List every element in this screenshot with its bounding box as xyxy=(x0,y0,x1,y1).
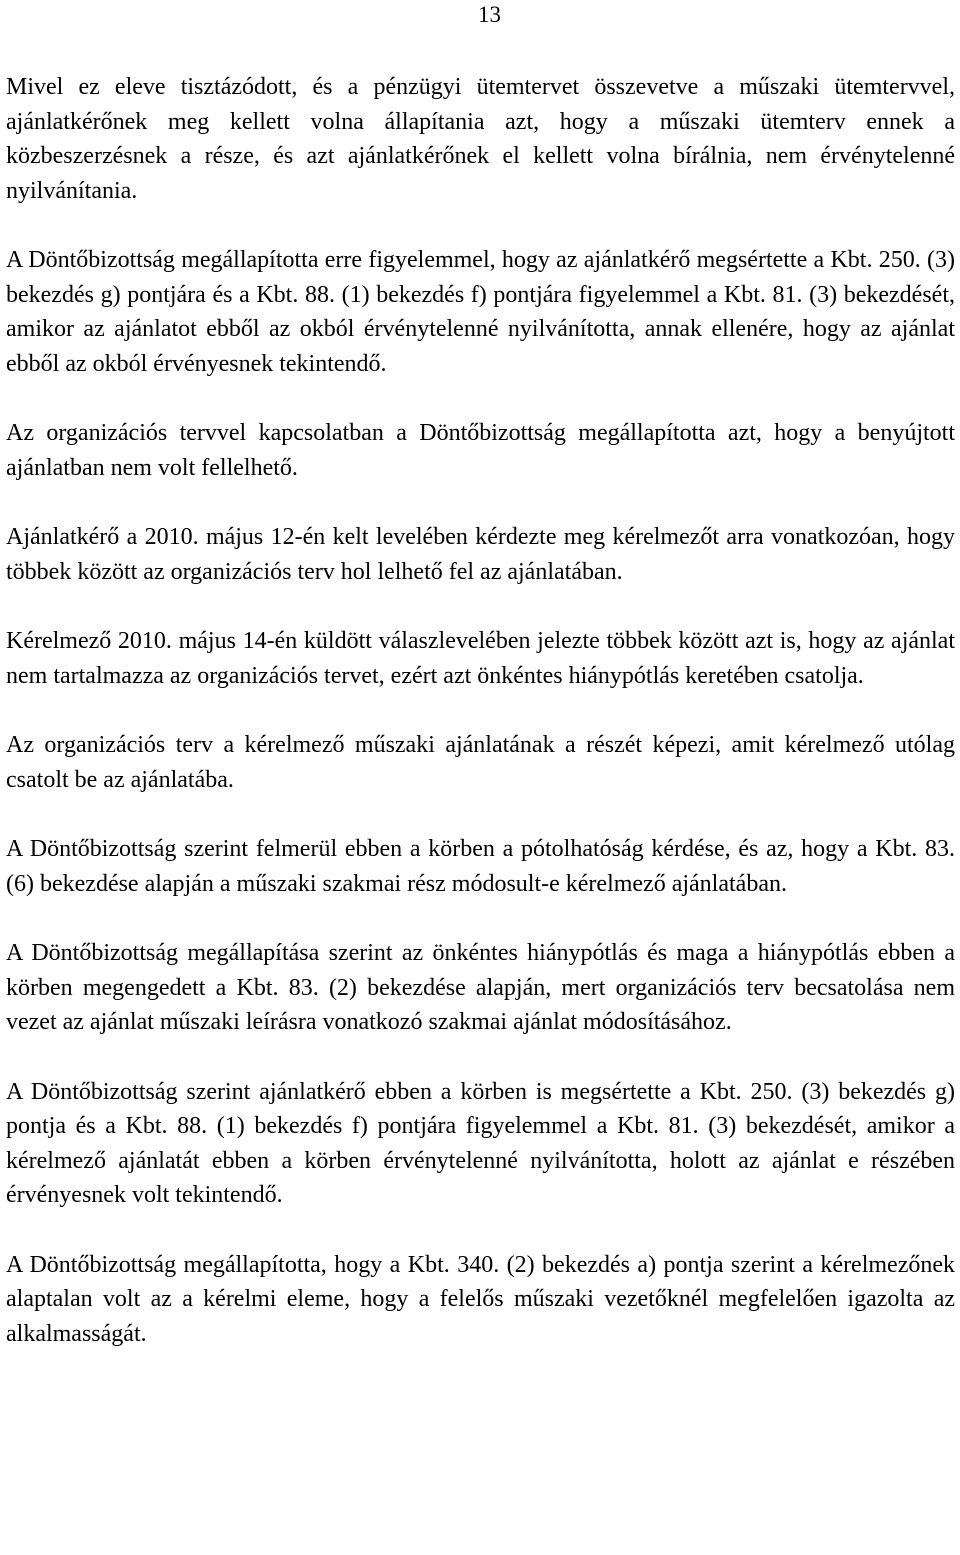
paragraph-9: A Döntőbizottság szerint ajánlatkérő ebben a körben is megsértette a Kbt. 250. (3) bekezdés g) pontja és a Kbt. 88. (1) bekezdés f) pontjára figyelemmel a Kbt. 81. (3) bekezdését, amikor a kérelmező ajánlatát ebben a körben érvénytelenné nyilvánította, holott az ajánlat e részében érvényesnek volt tekintendő. xyxy=(6,1078,955,1208)
paragraph-4: Ajánlatkérő a 2010. május 12-én kelt levelében kérdezte meg kérelmezőt arra vonatkozóan, hogy többek között az organizációs terv hol lelhető fel az ajánlatában. xyxy=(6,524,955,585)
paragraph-8: A Döntőbizottság megállapítása szerint az önkéntes hiánypótlás és maga a hiánypótlás ebben a körben megengedett a Kbt. 83. (2) bekezdése alapján, mert organizációs terv becsatolása nem vezet az ajánlat műszaki leírásra vonatkozó szakmai ajánlat módosításához. xyxy=(6,940,955,1035)
paragraph-7: A Döntőbizottság szerint felmerül ebben a körben a pótolhatóság kérdése, és az, hogy a Kbt. 83. (6) bekezdése alapján a műszaki szakmai rész módosult-e kérelmező ajánlatában. xyxy=(6,836,955,897)
paragraph-6: Az organizációs terv a kérelmező műszaki ajánlatának a részét képezi, amit kérelmező utólag csatolt be az ajánlatába. xyxy=(6,732,955,793)
document-body xyxy=(6,70,955,1386)
page-number: 13 xyxy=(478,2,501,27)
paragraph-2: A Döntőbizottság megállapította erre figyelemmel, hogy az ajánlatkérő megsértette a Kbt. 250. (3) bekezdés g) pontjára és a Kbt. 88. (1) bekezdés f) pontjára figyelemmel a Kbt. 81. (3) bekezdését, amikor az ajánlatot ebből az okból érvénytelenné nyilvánította, annak ellenére, hogy az ajánlat ebből az okból érvényesnek tekintendő. xyxy=(6,247,955,377)
paragraph-3: Az organizációs tervvel kapcsolatban a Döntőbizottság megállapította azt, hogy a benyújtott ajánlatban nem volt fellelhető. xyxy=(6,420,955,481)
paragraph-5: Kérelmező 2010. május 14-én küldött válaszlevelében jelezte többek között azt is, hogy az ajánlat nem tartalmazza az organizációs tervet, ezért azt önkéntes hiánypótlás keretében csatolja. xyxy=(6,628,955,689)
paragraph-10: A Döntőbizottság megállapította, hogy a Kbt. 340. (2) bekezdés a) pontja szerint a kérelmezőnek alaptalan volt az a kérelmi eleme, hogy a felelős műszaki vezetőknél megfelelően igazolta az alkalmasságát. xyxy=(6,1251,955,1347)
paragraph-1: Mivel ez eleve tisztázódott, és a pénzügyi ütemtervet összevetve a műszaki ütemtervvel, ajánlatkérőnek meg kellett volna állapítania azt, hogy a műszaki ütemterv ennek a közbeszerzésnek a része, és azt ajánlatkérőnek el kellett volna bírálnia, nem érvénytelenné nyilvánítania. xyxy=(6,74,955,204)
